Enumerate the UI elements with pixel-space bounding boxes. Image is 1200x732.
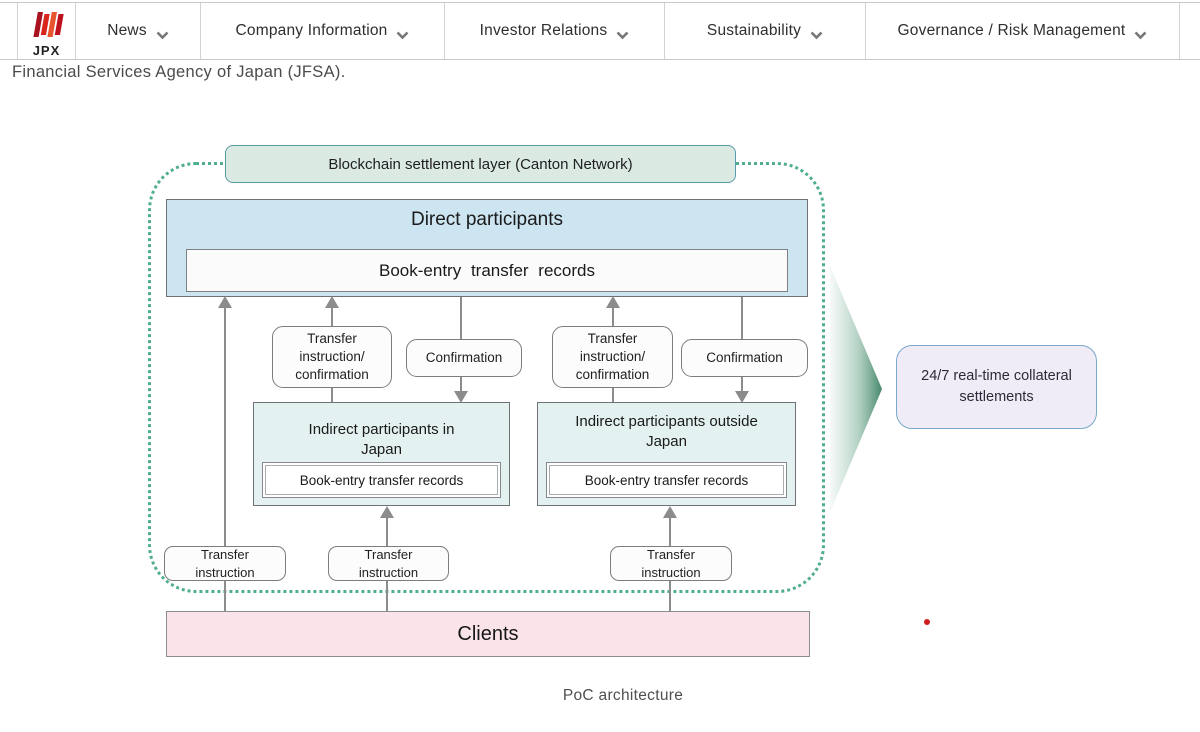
indirect-participants-japan-title: Indirect participants in Japan bbox=[308, 421, 455, 459]
direct-book-entry-records-label: Book-entry transfer records bbox=[379, 260, 595, 280]
confirmation-label-right: Confirmation bbox=[681, 339, 808, 377]
green-arrow-icon bbox=[830, 266, 882, 517]
intro-text: Financial Services Agency of Japan (JFSA). bbox=[12, 63, 346, 81]
direct-participants-title: Direct participants bbox=[410, 209, 564, 230]
outcome-box bbox=[896, 345, 1097, 429]
chevron-down-icon bbox=[616, 27, 629, 36]
blockchain-settlement-layer-box bbox=[225, 145, 736, 183]
chevron-down-icon bbox=[810, 27, 823, 36]
nav-item-news[interactable] bbox=[75, 3, 200, 59]
nav-item-sustainability[interactable] bbox=[664, 3, 865, 59]
outside-book-entry-records-label: Book-entry transfer records bbox=[549, 465, 784, 495]
jpx-logo-bars-icon bbox=[30, 11, 64, 43]
transfer-instruction-label-2: Transfer instruction bbox=[328, 546, 449, 581]
direct-book-entry-records-box bbox=[186, 249, 788, 292]
nav-item-label: Company Information bbox=[235, 22, 388, 39]
clients-label: Clients bbox=[457, 622, 519, 645]
nav-item-investor-relations[interactable] bbox=[444, 3, 664, 59]
jpx-logo-text: JPX bbox=[32, 43, 61, 58]
arrow-up-icon bbox=[606, 296, 620, 308]
arrow-up-icon bbox=[380, 506, 394, 518]
nav-item-company-information[interactable] bbox=[200, 3, 444, 59]
clients-box bbox=[166, 611, 810, 657]
arrow-up-icon bbox=[663, 506, 677, 518]
nav-item-governance-risk-management[interactable] bbox=[865, 3, 1180, 59]
outcome-label: 24/7 real-time collateral settlements bbox=[921, 367, 1072, 405]
outside-book-entry-records-box bbox=[546, 462, 787, 498]
arrow-up-icon bbox=[218, 296, 232, 308]
transfer-instruction-confirmation-label-left: Transfer instruction/ confirmation bbox=[272, 326, 392, 388]
indirect-participants-outside-title: Indirect participants outside Japan bbox=[575, 413, 758, 451]
red-dot bbox=[924, 619, 930, 625]
jpx-logo[interactable] bbox=[17, 3, 75, 59]
top-navigation bbox=[0, 2, 1200, 60]
arrow-up-icon bbox=[325, 296, 339, 308]
transfer-instruction-label-1: Transfer instruction bbox=[164, 546, 286, 581]
nav-item-label: Investor Relations bbox=[479, 22, 608, 39]
japan-book-entry-records-box bbox=[262, 462, 501, 498]
confirmation-label-left: Confirmation bbox=[406, 339, 522, 377]
diagram-caption: PoC architecture bbox=[562, 687, 684, 704]
blockchain-settlement-layer-label: Blockchain settlement layer (Canton Network) bbox=[328, 155, 633, 173]
nav-item-label: Governance / Risk Management bbox=[897, 22, 1126, 39]
japan-book-entry-records-label: Book-entry transfer records bbox=[265, 465, 498, 495]
chevron-down-icon bbox=[396, 27, 409, 36]
nav-item-label: News bbox=[107, 22, 147, 39]
nav-item-label: Sustainability bbox=[706, 22, 802, 39]
transfer-instruction-confirmation-label-right: Transfer instruction/ confirmation bbox=[552, 326, 673, 388]
chevron-down-icon bbox=[1134, 27, 1147, 36]
transfer-instruction-label-3: Transfer instruction bbox=[610, 546, 732, 581]
chevron-down-icon bbox=[156, 27, 169, 36]
